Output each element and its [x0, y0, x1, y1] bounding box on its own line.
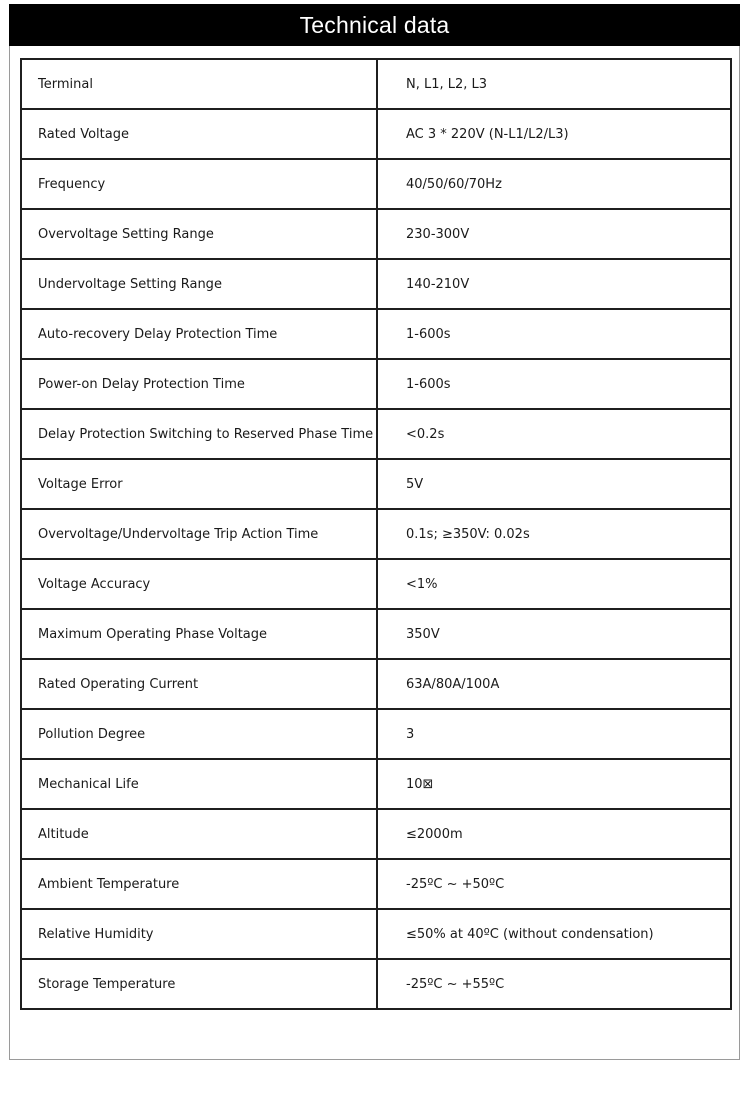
table-row — [21, 909, 731, 959]
param-value: <1% — [377, 559, 731, 609]
table-row — [21, 659, 731, 709]
param-value: 230-300V — [377, 209, 731, 259]
table-row — [21, 809, 731, 859]
param-value: 0.1s; ≥350V: 0.02s — [377, 509, 731, 559]
param-name: Auto-recovery Delay Protection Time — [21, 309, 377, 359]
param-name: Pollution Degree — [21, 709, 377, 759]
table-row — [21, 459, 731, 509]
table-row — [21, 759, 731, 809]
table-row — [21, 159, 731, 209]
param-name: Terminal — [21, 59, 377, 109]
param-name: Storage Temperature — [21, 959, 377, 1009]
table-row — [21, 209, 731, 259]
param-name: Mechanical Life — [21, 759, 377, 809]
param-value: 40/50/60/70Hz — [377, 159, 731, 209]
param-value: 63A/80A/100A — [377, 659, 731, 709]
param-name: Overvoltage Setting Range — [21, 209, 377, 259]
param-value: 3 — [377, 709, 731, 759]
param-value: ≤50% at 40ºC (without condensation) — [377, 909, 731, 959]
table-row — [21, 709, 731, 759]
technical-data-table — [20, 58, 732, 1010]
param-name: Delay Protection Switching to Reserved Phase Time — [21, 409, 377, 459]
table-row — [21, 259, 731, 309]
param-name: Power-on Delay Protection Time — [21, 359, 377, 409]
table-row — [21, 959, 731, 1009]
param-name: Ambient Temperature — [21, 859, 377, 909]
param-name: Maximum Operating Phase Voltage — [21, 609, 377, 659]
table-row — [21, 409, 731, 459]
param-value: ≤2000m — [377, 809, 731, 859]
param-value: 140-210V — [377, 259, 731, 309]
table-row — [21, 559, 731, 609]
param-name: Frequency — [21, 159, 377, 209]
param-value: <0.2s — [377, 409, 731, 459]
table-row — [21, 59, 731, 109]
param-name: Altitude — [21, 809, 377, 859]
table-row — [21, 859, 731, 909]
param-name: Voltage Accuracy — [21, 559, 377, 609]
param-value: -25ºC ~ +50ºC — [377, 859, 731, 909]
param-name: Rated Operating Current — [21, 659, 377, 709]
param-value: AC 3 * 220V (N-L1/L2/L3) — [377, 109, 731, 159]
param-value: N, L1, L2, L3 — [377, 59, 731, 109]
table-row — [21, 359, 731, 409]
param-value: 5V — [377, 459, 731, 509]
table-row — [21, 309, 731, 359]
param-name: Voltage Error — [21, 459, 377, 509]
table-row — [21, 509, 731, 559]
table-row — [21, 609, 731, 659]
page-title: Technical data — [299, 11, 450, 38]
param-value: 350V — [377, 609, 731, 659]
param-value: 1-600s — [377, 359, 731, 409]
title-banner — [9, 4, 740, 46]
param-value: -25ºC ~ +55ºC — [377, 959, 731, 1009]
table-row — [21, 109, 731, 159]
param-name: Undervoltage Setting Range — [21, 259, 377, 309]
param-value: 1-600s — [377, 309, 731, 359]
param-name: Rated Voltage — [21, 109, 377, 159]
param-name: Overvoltage/Undervoltage Trip Action Time — [21, 509, 377, 559]
param-value: 10⊠ — [377, 759, 731, 809]
param-name: Relative Humidity — [21, 909, 377, 959]
